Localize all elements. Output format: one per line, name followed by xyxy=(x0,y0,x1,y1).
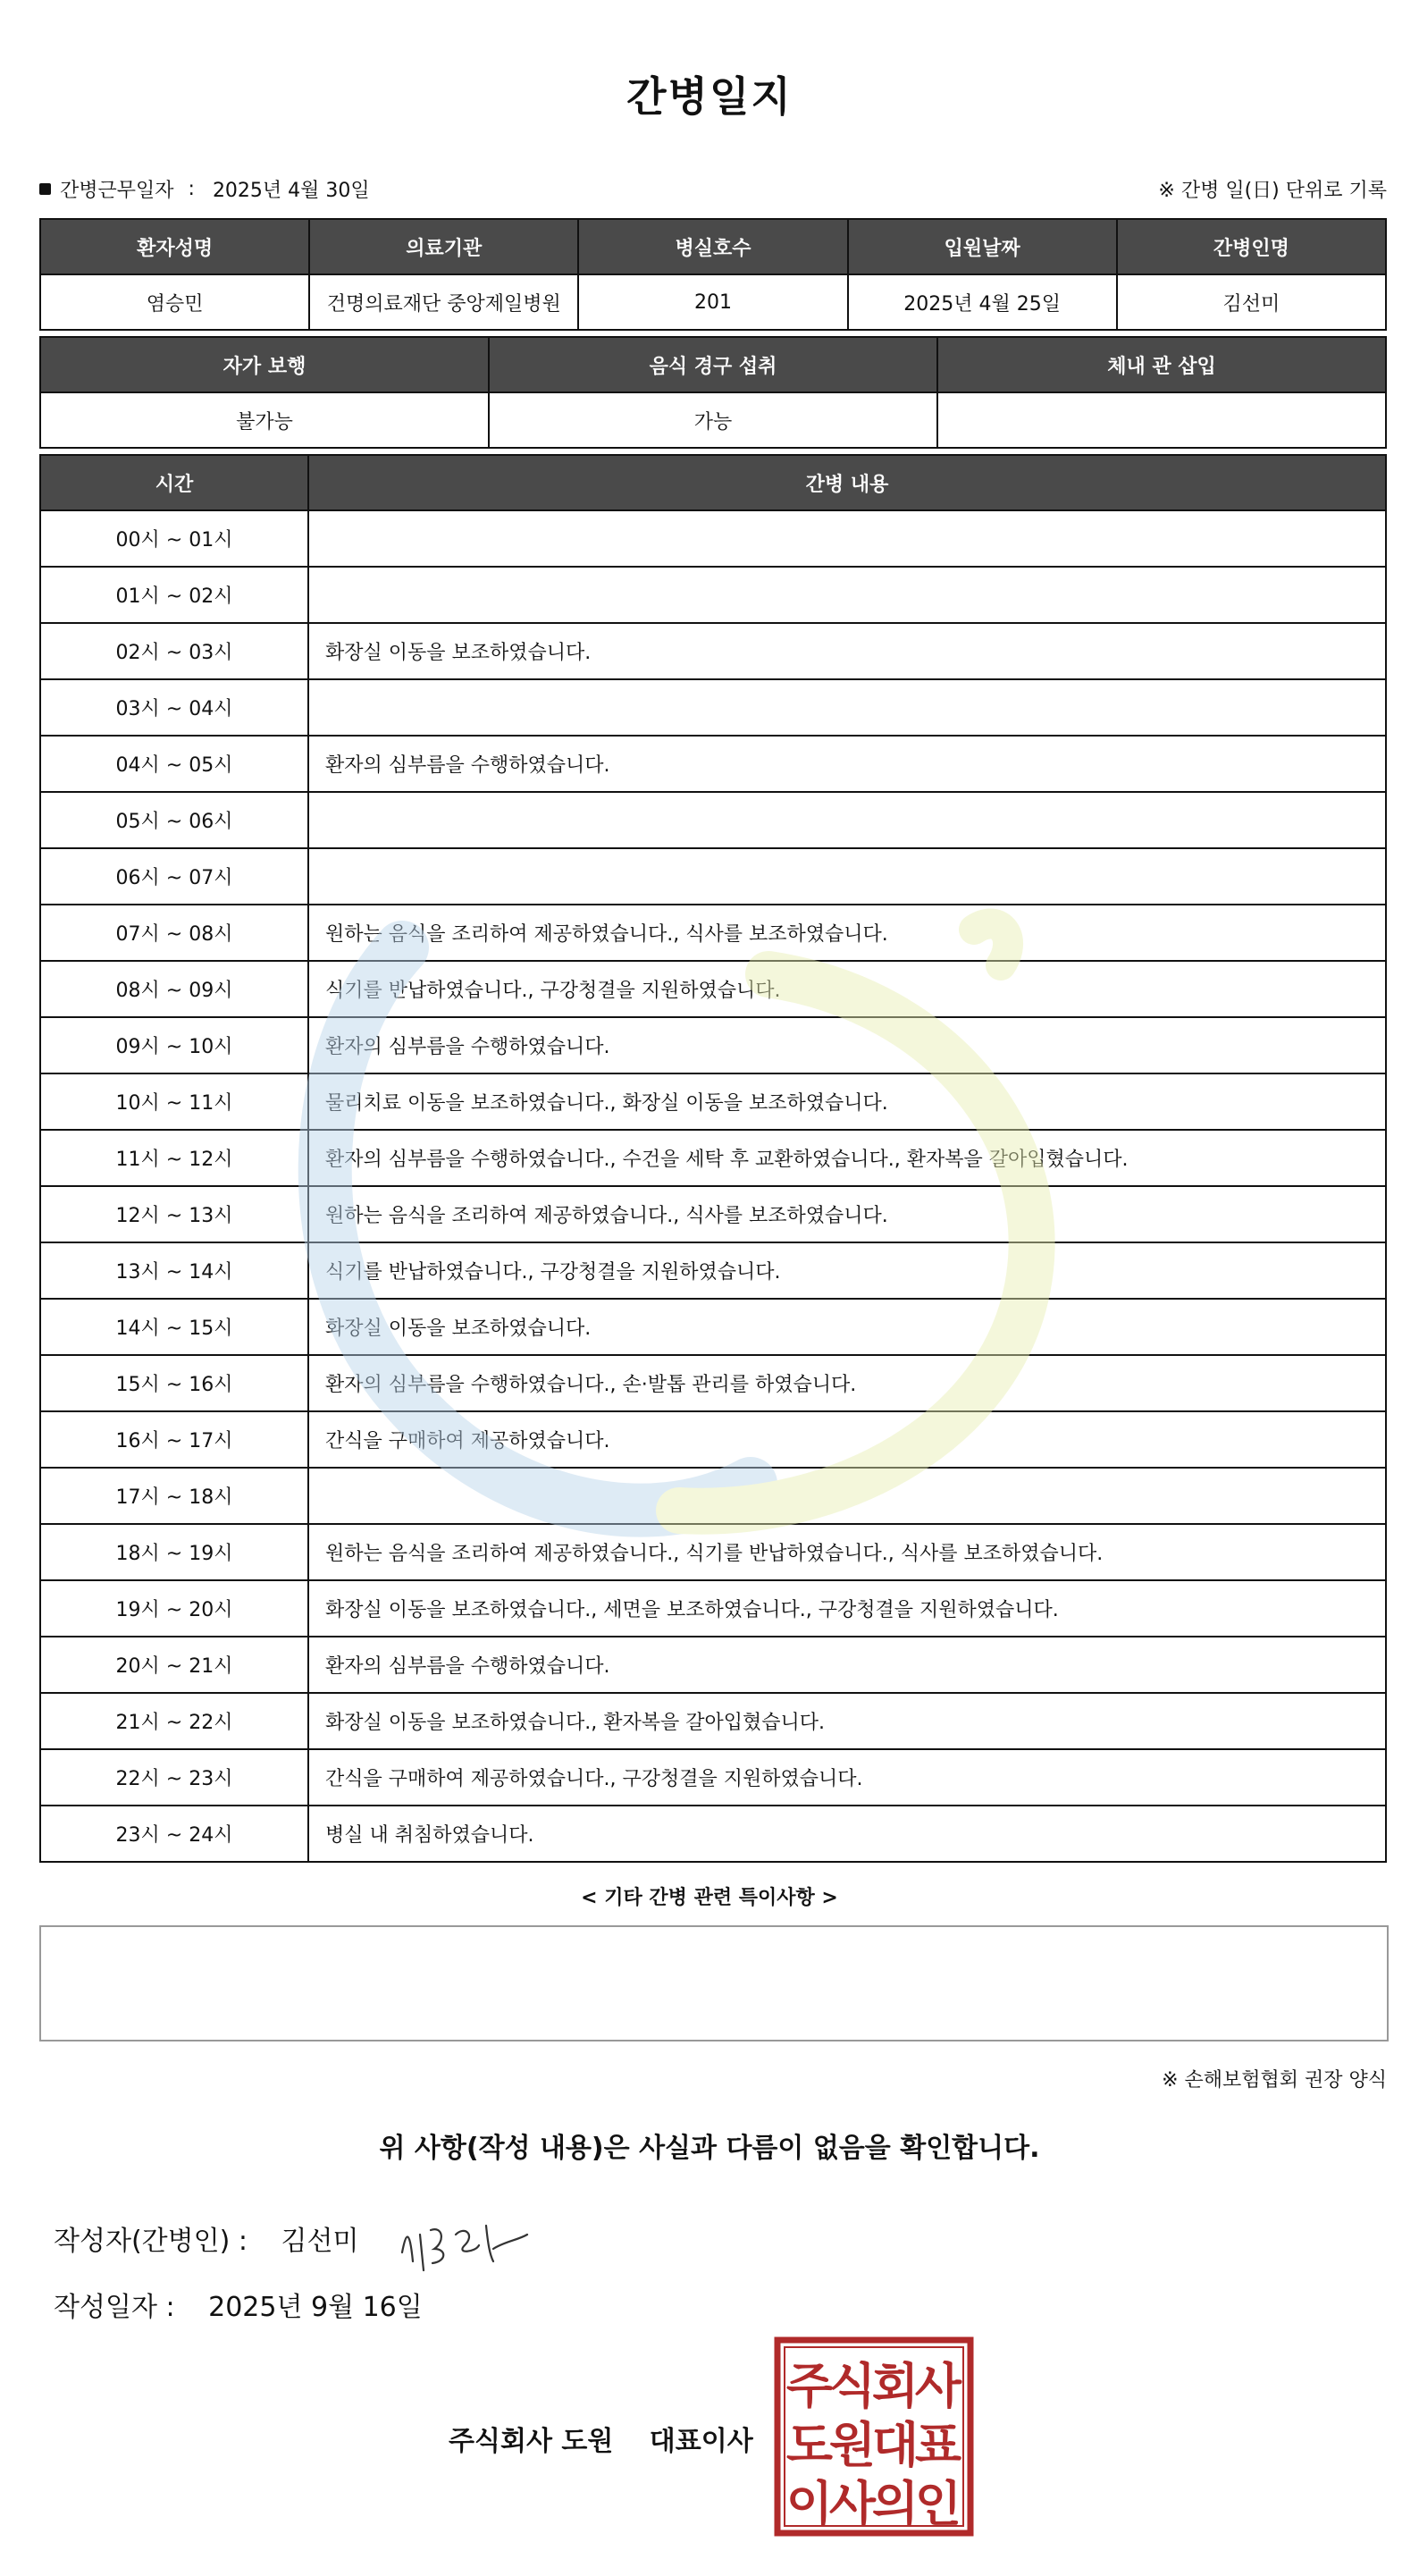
value-self-walking: 불가능 xyxy=(40,392,489,448)
written-date-label: 작성일자 : xyxy=(54,2292,175,2323)
care-log-time: 22시 ~ 23시 xyxy=(40,1749,308,1806)
company-ceo-title: 대표이사 xyxy=(649,2426,753,2457)
care-log-time: 04시 ~ 05시 xyxy=(40,736,308,792)
care-log-time: 07시 ~ 08시 xyxy=(40,905,308,961)
status-value-row xyxy=(40,392,1386,448)
header-admission-date: 입원날짜 xyxy=(848,219,1117,274)
care-log-time: 03시 ~ 04시 xyxy=(40,679,308,736)
company-seal-stamp xyxy=(774,2336,974,2537)
seal-character: 인 xyxy=(914,2476,962,2532)
seal-character: 표 xyxy=(914,2417,962,2473)
care-log-content xyxy=(308,792,1386,848)
care-log-time: 09시 ~ 10시 xyxy=(40,1017,308,1073)
care-log-content: 간식을 구매하여 제공하였습니다., 구강청결을 지원하였습니다. xyxy=(308,1749,1386,1806)
care-log-content: 환자의 심부름을 수행하였습니다., 손·발톱 관리를 하였습니다. xyxy=(308,1355,1386,1411)
care-log-time: 10시 ~ 11시 xyxy=(40,1073,308,1130)
care-log-table xyxy=(39,454,1387,1863)
value-caregiver-name: 김선미 xyxy=(1117,274,1386,330)
value-patient-name: 염승민 xyxy=(40,274,309,330)
care-log-time: 13시 ~ 14시 xyxy=(40,1242,308,1299)
care-log-time: 21시 ~ 22시 xyxy=(40,1693,308,1749)
care-log-time: 12시 ~ 13시 xyxy=(40,1186,308,1242)
header-care-content: 간병 내용 xyxy=(308,455,1386,510)
seal-character: 도 xyxy=(785,2417,834,2473)
written-date-line xyxy=(54,2285,423,2324)
care-log-row xyxy=(40,1411,1386,1468)
seal-character: 회 xyxy=(871,2358,919,2414)
care-log-row xyxy=(40,1749,1386,1806)
seal-character: 주 xyxy=(785,2358,834,2414)
care-log-row xyxy=(40,792,1386,848)
company-line xyxy=(449,2419,753,2458)
header-patient-name: 환자성명 xyxy=(40,219,309,274)
unit-note: ※ 간병 일(日) 단위로 기록 xyxy=(1158,180,1387,202)
patient-info-value-row xyxy=(40,274,1386,330)
care-log-row xyxy=(40,1130,1386,1186)
care-log-time: 05시 ~ 06시 xyxy=(40,792,308,848)
care-log-content: 화장실 이동을 보조하였습니다. xyxy=(308,1299,1386,1355)
care-log-content: 원하는 음식을 조리하여 제공하였습니다., 식기를 반납하였습니다., 식사를 보조하였습니다. xyxy=(308,1524,1386,1580)
care-log-row xyxy=(40,679,1386,736)
care-log-content xyxy=(308,1468,1386,1524)
care-log-row xyxy=(40,623,1386,679)
value-admission-date: 2025년 4월 25일 xyxy=(848,274,1117,330)
care-log-time: 16시 ~ 17시 xyxy=(40,1411,308,1468)
care-log-content: 화장실 이동을 보조하였습니다., 환자복을 갈아입혔습니다. xyxy=(308,1693,1386,1749)
confirmation-statement: 위 사항(작성 내용)은 사실과 다름이 없음을 확인합니다. xyxy=(379,2133,1040,2164)
seal-character: 이 xyxy=(785,2476,834,2532)
care-log-content: 화장실 이동을 보조하였습니다. xyxy=(308,623,1386,679)
care-log-row xyxy=(40,1299,1386,1355)
seal-character: 대 xyxy=(871,2417,919,2473)
company-name: 주식회사 도원 xyxy=(449,2426,614,2457)
header-caregiver-name: 간병인명 xyxy=(1117,219,1386,274)
seal-character: 원 xyxy=(828,2417,877,2473)
care-log-time: 02시 ~ 03시 xyxy=(40,623,308,679)
remarks-box xyxy=(39,1925,1389,2041)
care-log-row xyxy=(40,1242,1386,1299)
writer-name: 김선미 xyxy=(281,2226,359,2257)
care-log-row xyxy=(40,1806,1386,1862)
remarks-title: < 기타 간병 관련 특이사항 > xyxy=(581,1887,838,1909)
care-log-content: 환자의 심부름을 수행하였습니다., 수건을 세탁 후 교환하였습니다., 환자복을 갈아입혔습니다. xyxy=(308,1130,1386,1186)
care-log-row xyxy=(40,1524,1386,1580)
care-log-time: 19시 ~ 20시 xyxy=(40,1580,308,1637)
care-log-content xyxy=(308,567,1386,623)
care-log-content xyxy=(308,848,1386,905)
value-room-number: 201 xyxy=(578,274,847,330)
care-log-row xyxy=(40,1073,1386,1130)
header-tube-insertion: 체내 관 삽입 xyxy=(937,337,1386,392)
care-log-content: 환자의 심부름을 수행하였습니다. xyxy=(308,1017,1386,1073)
header-oral-intake: 음식 경구 섭취 xyxy=(489,337,937,392)
header-self-walking: 자가 보행 xyxy=(40,337,489,392)
care-log-time: 17시 ~ 18시 xyxy=(40,1468,308,1524)
page-title: 간병일지 xyxy=(626,72,793,121)
written-date-value: 2025년 9월 16일 xyxy=(208,2292,423,2323)
seal-character: 사 xyxy=(828,2476,877,2532)
care-log-content: 화장실 이동을 보조하였습니다., 세면을 보조하였습니다., 구강청결을 지원하였습니다. xyxy=(308,1580,1386,1637)
care-log-time: 01시 ~ 02시 xyxy=(40,567,308,623)
care-log-row xyxy=(40,905,1386,961)
care-log-row xyxy=(40,1017,1386,1073)
work-date-label: 간병근무일자 xyxy=(60,180,174,202)
care-log-time: 15시 ~ 16시 xyxy=(40,1355,308,1411)
work-date-line xyxy=(39,175,370,203)
writer-label: 작성자(간병인) : xyxy=(54,2226,248,2257)
work-date-colon: : xyxy=(188,178,195,200)
care-log-content: 간식을 구매하여 제공하였습니다. xyxy=(308,1411,1386,1468)
care-log-row xyxy=(40,1693,1386,1749)
header-hospital: 의료기관 xyxy=(309,219,578,274)
care-log-time: 18시 ~ 19시 xyxy=(40,1524,308,1580)
writer-line xyxy=(54,2218,358,2258)
care-log-row xyxy=(40,510,1386,567)
care-log-row xyxy=(40,1355,1386,1411)
patient-status-table xyxy=(39,336,1387,449)
care-log-time: 08시 ~ 09시 xyxy=(40,961,308,1017)
care-log-row xyxy=(40,1580,1386,1637)
patient-info-table xyxy=(39,218,1387,331)
care-log-content: 원하는 음식을 조리하여 제공하였습니다., 식사를 보조하였습니다. xyxy=(308,1186,1386,1242)
care-log-content: 원하는 음식을 조리하여 제공하였습니다., 식사를 보조하였습니다. xyxy=(308,905,1386,961)
care-log-content: 환자의 심부름을 수행하였습니다. xyxy=(308,736,1386,792)
care-log-content xyxy=(308,510,1386,567)
care-log-content: 병실 내 취침하였습니다. xyxy=(308,1806,1386,1862)
care-log-body xyxy=(40,510,1386,1862)
header-time: 시간 xyxy=(40,455,308,510)
care-log-content: 식기를 반납하였습니다., 구강청결을 지원하였습니다. xyxy=(308,1242,1386,1299)
care-log-content: 물리치료 이동을 보조하였습니다., 화장실 이동을 보조하였습니다. xyxy=(308,1073,1386,1130)
care-log-header-row xyxy=(40,455,1386,510)
source-note: ※ 손해보험협회 권장 양식 xyxy=(1162,2069,1387,2092)
patient-info-header-row xyxy=(40,219,1386,274)
care-log-content: 환자의 심부름을 수행하였습니다. xyxy=(308,1637,1386,1693)
care-log-row xyxy=(40,848,1386,905)
care-log-time: 11시 ~ 12시 xyxy=(40,1130,308,1186)
care-log-row xyxy=(40,1186,1386,1242)
care-log-content: 식기를 반납하였습니다., 구강청결을 지원하였습니다. xyxy=(308,961,1386,1017)
care-log-row xyxy=(40,961,1386,1017)
value-tube-insertion xyxy=(937,392,1386,448)
bullet-square-icon xyxy=(39,183,51,195)
work-date-value: 2025년 4월 30일 xyxy=(212,180,370,202)
care-log-time: 14시 ~ 15시 xyxy=(40,1299,308,1355)
care-log-time: 20시 ~ 21시 xyxy=(40,1637,308,1693)
value-oral-intake: 가능 xyxy=(489,392,937,448)
care-log-time: 23시 ~ 24시 xyxy=(40,1806,308,1862)
care-log-row xyxy=(40,567,1386,623)
care-log-row xyxy=(40,1468,1386,1524)
handwritten-signature xyxy=(393,2199,545,2279)
care-log-content xyxy=(308,679,1386,736)
care-log-row xyxy=(40,1637,1386,1693)
care-log-row xyxy=(40,736,1386,792)
header-room-number: 병실호수 xyxy=(578,219,847,274)
care-log-time: 00시 ~ 01시 xyxy=(40,510,308,567)
seal-character: 의 xyxy=(871,2476,919,2532)
value-hospital: 건명의료재단 중앙제일병원 xyxy=(309,274,578,330)
seal-character: 식 xyxy=(828,2358,877,2414)
seal-character: 사 xyxy=(914,2358,962,2414)
status-header-row xyxy=(40,337,1386,392)
care-log-time: 06시 ~ 07시 xyxy=(40,848,308,905)
